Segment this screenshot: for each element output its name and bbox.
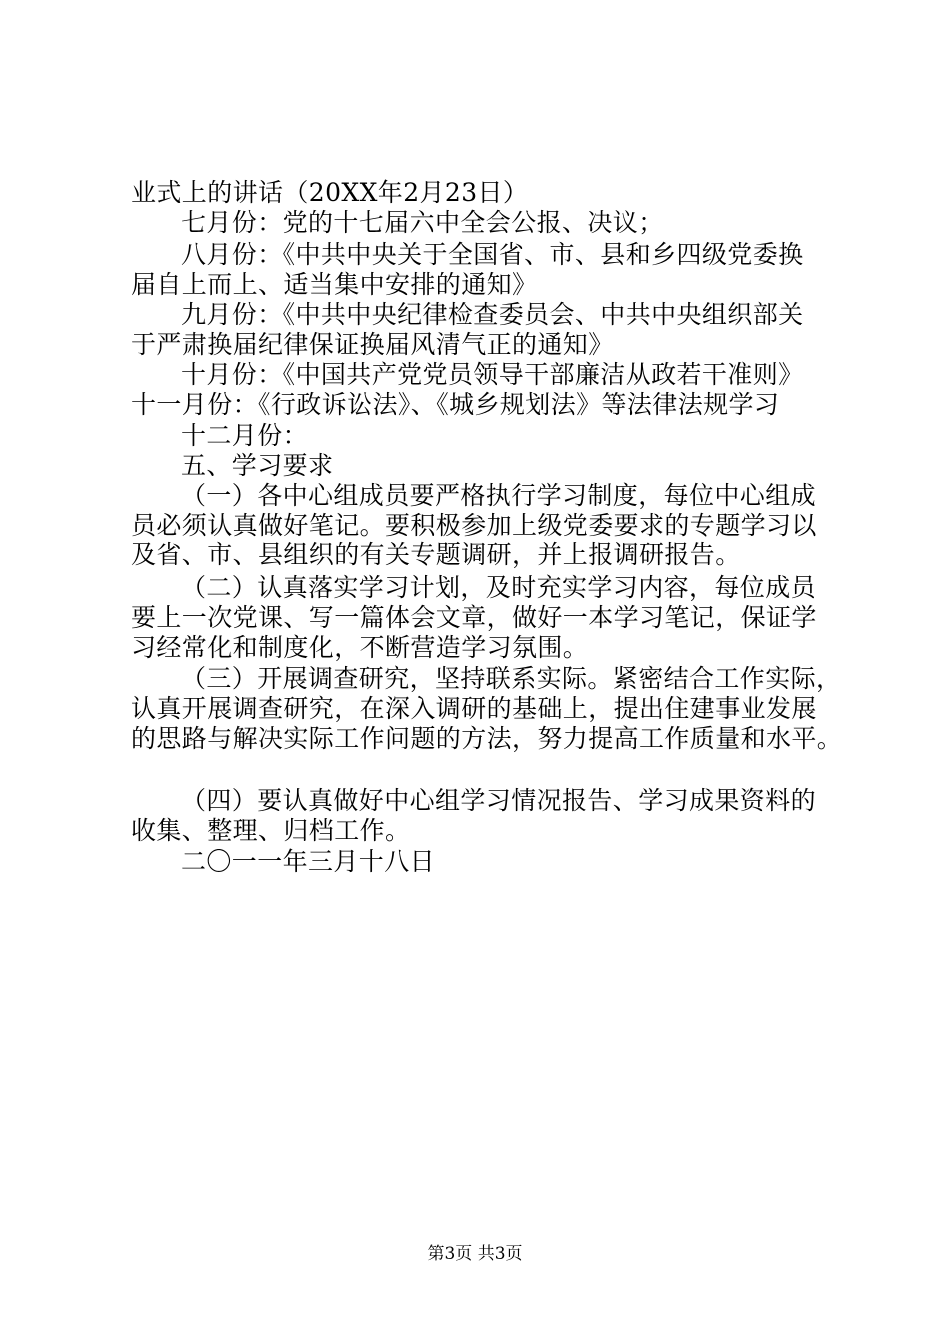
text-line: 届自上而上、适当集中安排的通知》 — [131, 270, 538, 299]
text-line: 及省、市、县组织的有关专题调研，并上报调研报告。 — [131, 540, 741, 569]
text-line: 于严肃换届纪律保证换届风清气正的通知》 — [131, 330, 614, 359]
text-line: 十一月份：《行政诉讼法》、《城乡规划法》等法律法规学习 — [131, 390, 780, 419]
text-line: 员必须认真做好笔记。要积极参加上级党委要求的专题学习以 — [131, 511, 817, 540]
text-line: 九月份：《中共中央纪律检查委员会、中共中央组织部关 — [181, 300, 804, 329]
text-line: 习经常化和制度化，不断营造学习氛围。 — [131, 633, 589, 662]
text-line: （二）认真落实学习计划，及时充实学习内容，每位成员 — [181, 573, 817, 602]
text-line: 要上一次党课、写一篇体会文章，做好一本学习笔记，保证学 — [131, 603, 817, 632]
text-line: 七月份：党的十七届六中全会公报、决议； — [181, 208, 664, 237]
text-line: （四）要认真做好中心组学习情况报告、学习成果资料的 — [181, 786, 817, 815]
text-line: （三）开展调查研究，坚持联系实际。紧密结合工作实际， — [181, 664, 842, 693]
text-line: （一）各中心组成员要严格执行学习制度，每位中心组成 — [181, 481, 817, 510]
text-line: 十二月份： — [181, 421, 309, 450]
text-line: 认真开展调查研究，在深入调研的基础上，提出住建事业发展 — [131, 694, 817, 723]
text-line: 十月份：《中国共产党党员领导干部廉洁从政若干准则》 — [181, 360, 804, 389]
section-heading: 五、学习要求 — [181, 451, 334, 480]
document-date: 二〇一一年三月十八日 — [181, 847, 436, 876]
text-line: 收集、整理、归档工作。 — [131, 816, 411, 845]
text-line: 业式上的讲话（20XX年2月23日） — [131, 178, 529, 207]
text-line: 的思路与解决实际工作问题的方法，努力提高工作质量和水平。 — [131, 724, 843, 753]
text-line: 八月份：《中共中央关于全国省、市、县和乡四级党委换 — [181, 240, 804, 269]
page-footer: 第3页 共3页 — [427, 1244, 523, 1264]
